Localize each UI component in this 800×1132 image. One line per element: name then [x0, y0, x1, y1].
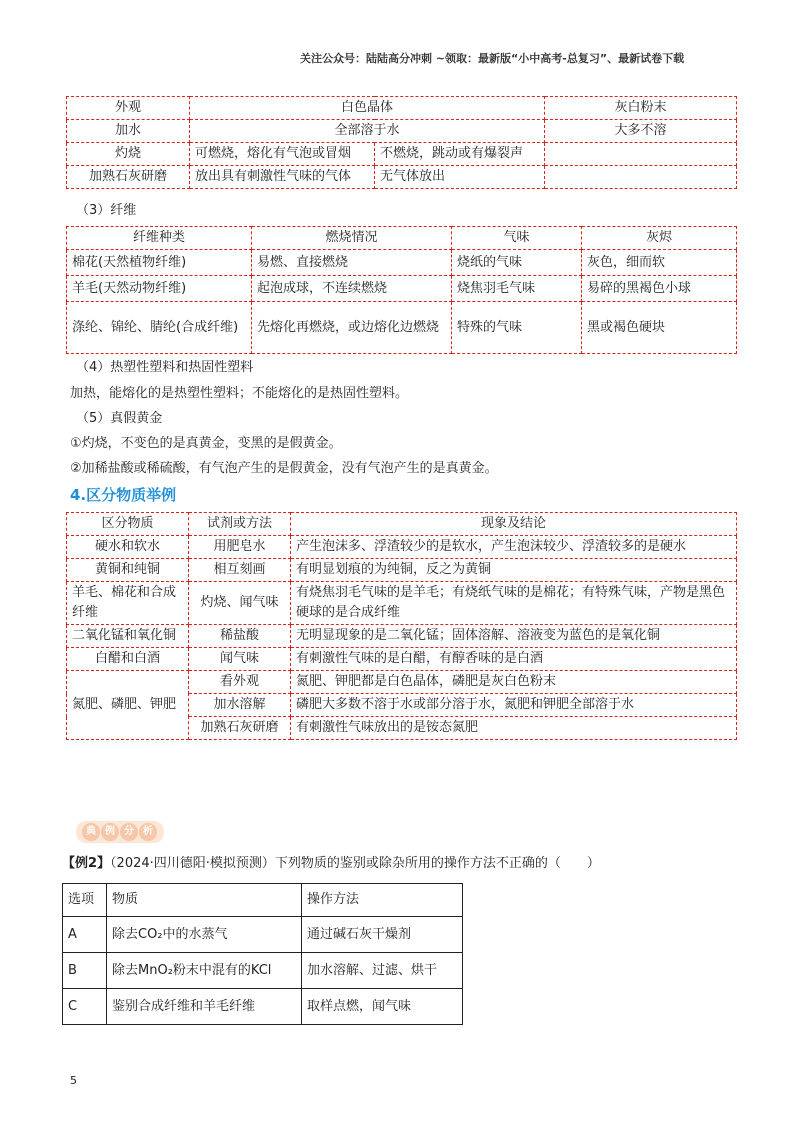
table-header-cell: 操作方法: [302, 884, 463, 917]
table-cell: 起泡成球，不连续燃烧: [252, 276, 452, 302]
table-cell: 加水溶解、过滤、烘干: [302, 953, 463, 989]
table-cell: 外观: [67, 97, 190, 120]
table-cell: 全部溶于水: [190, 120, 545, 143]
table-header-cell: 现象及结论: [291, 513, 737, 536]
table-cell: 黄铜和纯铜: [67, 559, 189, 582]
table-cell: 取样点燃，闻气味: [302, 989, 463, 1025]
table-cell: 除去MnO₂粉末中混有的KCl: [107, 953, 302, 989]
table-cell: 不燃烧，跳动或有爆裂声: [375, 143, 545, 166]
paragraph: ①灼烧，不变色的是真黄金，变黑的是假黄金。: [70, 436, 342, 451]
table-row: [63, 953, 463, 989]
table-cell: 特殊的气味: [452, 302, 582, 354]
table-cell: 有刺激性气味的是白醋，有醇香味的是白酒: [291, 648, 737, 671]
table-cell: 加熟石灰研磨: [189, 717, 291, 740]
table-cell: 易碎的黑褐色小球: [582, 276, 737, 302]
table-cell: 相互刻画: [189, 559, 291, 582]
table-cell: [545, 143, 737, 166]
table-header-cell: 气味: [452, 227, 582, 250]
options-table: [62, 883, 463, 1025]
table-row: [67, 513, 737, 536]
table-row: [67, 250, 737, 276]
table-row: [67, 625, 737, 648]
table-row: [67, 302, 737, 354]
table-cell: 烧焦羽毛气味: [452, 276, 582, 302]
section-title: （3）纤维: [76, 203, 137, 218]
table-row: [67, 166, 737, 189]
table-row: [67, 559, 737, 582]
badge-char: 例: [101, 823, 119, 841]
table-cell: 先熔化再燃烧，或边熔化边燃烧: [252, 302, 452, 354]
table-cell: 无气体放出: [375, 166, 545, 189]
example-text: （2024·四川德阳·模拟预测）下列物质的鉴别或除杂所用的操作方法不正确的（ ）: [110, 856, 600, 871]
table-cell: 灰色，细而软: [582, 250, 737, 276]
table-cell: 用肥皂水: [189, 536, 291, 559]
table-cell: 氮肥、磷肥、钾肥: [67, 671, 189, 740]
table-cell: 涤纶、锦纶、腈纶(合成纤维): [67, 302, 252, 354]
table-cell: 通过碱石灰干燥剂: [302, 917, 463, 953]
table-header-cell: 纤维种类: [67, 227, 252, 250]
table-cell: 除去CO₂中的水蒸气: [107, 917, 302, 953]
table-cell: 硬水和软水: [67, 536, 189, 559]
table-row: [67, 143, 737, 166]
table-cell: 加水溶解: [189, 694, 291, 717]
table-header-cell: 试剂或方法: [189, 513, 291, 536]
table-cell: C: [63, 989, 107, 1025]
distinguish-table: [66, 512, 737, 740]
fertilizer-property-table: [66, 96, 737, 189]
table-cell: 大多不溶: [545, 120, 737, 143]
table-cell: 羊毛(天然动物纤维): [67, 276, 252, 302]
table-cell: 白醋和白酒: [67, 648, 189, 671]
table-row: [67, 120, 737, 143]
table-cell: 稀盐酸: [189, 625, 291, 648]
table-cell: 灼烧: [67, 143, 190, 166]
fiber-table: [66, 226, 737, 354]
table-cell: 灰白粉末: [545, 97, 737, 120]
table-cell: B: [63, 953, 107, 989]
table-row: [67, 582, 737, 625]
page-number: 5: [70, 1074, 77, 1087]
table-cell: [545, 166, 737, 189]
table-header-cell: 物质: [107, 884, 302, 917]
badge-char: 析: [139, 823, 157, 841]
table-row: [67, 276, 737, 302]
table-cell: 羊毛、棉花和合成纤维: [67, 582, 189, 625]
table-cell: 有明显划痕的为纯铜，反之为黄铜: [291, 559, 737, 582]
table-header-cell: 区分物质: [67, 513, 189, 536]
table-cell: 棉花(天然植物纤维): [67, 250, 252, 276]
table-row: [67, 97, 737, 120]
example-label: 【例2】: [62, 856, 111, 871]
table-header-cell: 选项: [63, 884, 107, 917]
table-row: [67, 648, 737, 671]
table-cell: 二氧化锰和氧化铜: [67, 625, 189, 648]
table-cell: 看外观: [189, 671, 291, 694]
example-analysis-badge: [76, 821, 164, 843]
table-header-cell: 灰烬: [582, 227, 737, 250]
table-cell: 鉴别合成纤维和羊毛纤维: [107, 989, 302, 1025]
table-cell: 无明显现象的是二氧化锰；固体溶解、溶液变为蓝色的是氧化铜: [291, 625, 737, 648]
badge-char: 分: [120, 823, 138, 841]
badge-char: 典: [82, 823, 100, 841]
table-cell: 氮肥、钾肥都是白色晶体，磷肥是灰白色粉末: [291, 671, 737, 694]
table-cell: 放出具有刺激性气味的气体: [190, 166, 375, 189]
table-cell: 闻气味: [189, 648, 291, 671]
section-heading: 4.区分物质举例: [70, 486, 177, 504]
example-question: [62, 854, 600, 874]
section-title: （5）真假黄金: [76, 411, 163, 426]
table-cell: 加水: [67, 120, 190, 143]
section-title: （4）热塑性塑料和热固性塑料: [76, 360, 254, 375]
table-cell: 白色晶体: [190, 97, 545, 120]
table-row: [63, 989, 463, 1025]
table-cell: 黑或褐色硬块: [582, 302, 737, 354]
table-row: [67, 671, 737, 694]
paragraph: 加热，能熔化的是热塑性塑料；不能熔化的是热固性塑料。: [70, 386, 409, 401]
page-header: 关注公众号：陆陆高分冲刺 ~领取：最新版“小中高考-总复习”、最新试卷下载: [300, 52, 685, 65]
table-cell: 加熟石灰研磨: [67, 166, 190, 189]
table-cell: A: [63, 917, 107, 953]
table-cell: 产生泡沫多、浮渣较少的是软水，产生泡沫较少、浮渣较多的是硬水: [291, 536, 737, 559]
table-cell: 磷肥大多数不溶于水或部分溶于水，氮肥和钾肥全部溶于水: [291, 694, 737, 717]
paragraph: ②加稀盐酸或稀硫酸，有气泡产生的是假黄金，没有气泡产生的是真黄金。: [70, 461, 498, 476]
table-cell: 有烧焦羽毛气味的是羊毛；有烧纸气味的是棉花；有特殊气味，产物是黑色硬球的是合成纤维: [291, 582, 737, 625]
table-row: [67, 536, 737, 559]
table-row: [63, 884, 463, 917]
table-cell: 灼烧、闻气味: [189, 582, 291, 625]
table-header-cell: 燃烧情况: [252, 227, 452, 250]
table-cell: 有刺激性气味放出的是铵态氮肥: [291, 717, 737, 740]
table-cell: 烧纸的气味: [452, 250, 582, 276]
table-cell: 易燃、直接燃烧: [252, 250, 452, 276]
table-cell: 可燃烧，熔化有气泡或冒烟: [190, 143, 375, 166]
table-row: [63, 917, 463, 953]
table-row: [67, 227, 737, 250]
